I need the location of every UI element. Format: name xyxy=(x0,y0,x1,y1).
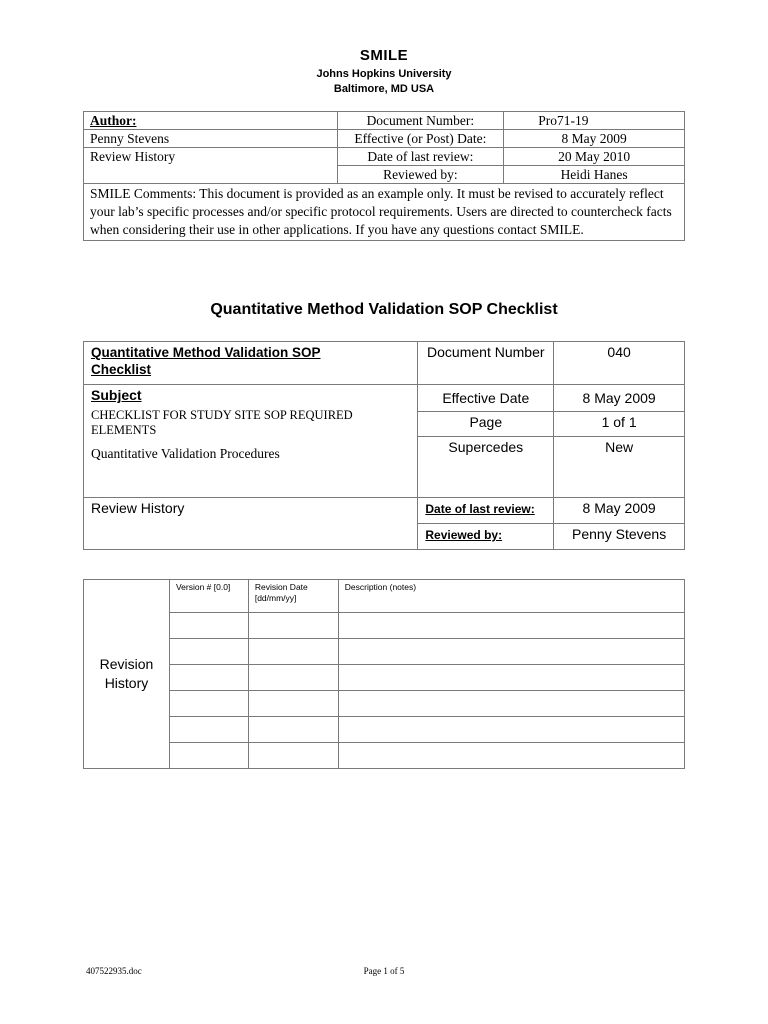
reviewed-by-value: Penny Stevens xyxy=(554,524,685,550)
author-name: Penny Stevens xyxy=(84,130,338,148)
effective-date-label: Effective Date xyxy=(418,385,554,412)
col-revision-date: Revision Date [dd/mm/yy] xyxy=(248,580,338,613)
revision-history-table xyxy=(83,579,685,769)
page-value: 1 of 1 xyxy=(554,412,685,437)
table-row xyxy=(84,691,685,717)
subject-line-1: CHECKLIST FOR STUDY SITE SOP REQUIRED ELEMENTS xyxy=(91,408,353,437)
last-review-value: 8 May 2009 xyxy=(554,498,685,524)
org-title: SMILE xyxy=(359,47,409,64)
smile-comments: SMILE Comments: This document is provided as an example only. It must be revised to accurately reflect your lab’s specific processes and/or specific protocol requirements. Users are directed to countercheck facts when considering their use in other applications. If you have any questions contact SMILE. xyxy=(84,184,685,241)
reviewed-by-label-cell xyxy=(418,524,554,550)
reviewed-by-label: Reviewed by: xyxy=(425,528,503,542)
subject-cell xyxy=(84,385,418,498)
last-review-value: 20 May 2010 xyxy=(504,148,685,166)
author-label: Author: xyxy=(84,112,338,130)
doc-number-label: Document Number xyxy=(418,342,554,385)
footer-page-number: Page 1 of 5 xyxy=(363,966,405,976)
last-review-label: Date of last review: xyxy=(337,148,504,166)
supercedes-label: Supercedes xyxy=(418,437,554,498)
subject-line-2: Quantitative Validation Procedures xyxy=(91,446,280,461)
doc-number-value: Pro71-19 xyxy=(504,112,685,130)
doc-number-label: Document Number: xyxy=(337,112,504,130)
table-row xyxy=(84,717,685,743)
table-row xyxy=(84,613,685,639)
revision-history-heading xyxy=(84,580,170,769)
review-history-label: Review History xyxy=(84,498,418,550)
effective-date-value: 8 May 2009 xyxy=(554,385,685,412)
doc-number-value: 040 xyxy=(554,342,685,385)
col-version: Version # [0.0] xyxy=(169,580,248,613)
subject-label: Subject xyxy=(91,387,142,403)
revision-history-label: Revision History xyxy=(99,656,154,691)
reviewed-by-value: Heidi Hanes xyxy=(504,166,685,184)
org-university: Johns Hopkins University xyxy=(316,68,452,80)
table-row xyxy=(84,639,685,665)
sop-title-cell xyxy=(84,342,418,385)
sop-title: Quantitative Method Validation SOP Checklist xyxy=(91,345,321,377)
reviewed-by-label: Reviewed by: xyxy=(337,166,504,184)
last-review-label: Date of last review: xyxy=(425,502,535,516)
review-history-label: Review History xyxy=(84,148,338,184)
page-label: Page xyxy=(418,412,554,437)
supercedes-value: New xyxy=(554,437,685,498)
org-location: Baltimore, MD USA xyxy=(333,83,435,95)
table-row xyxy=(84,665,685,691)
document-info-table xyxy=(83,111,685,241)
col-description: Description (notes) xyxy=(338,580,684,613)
effective-date-label: Effective (or Post) Date: xyxy=(337,130,504,148)
footer-filename: 407522935.doc xyxy=(86,966,142,976)
table-row xyxy=(84,743,685,769)
sop-header-table xyxy=(83,341,685,550)
effective-date-value: 8 May 2009 xyxy=(504,130,685,148)
last-review-label-cell xyxy=(418,498,554,524)
page-title: Quantitative Method Validation SOP Checklist xyxy=(210,301,558,318)
